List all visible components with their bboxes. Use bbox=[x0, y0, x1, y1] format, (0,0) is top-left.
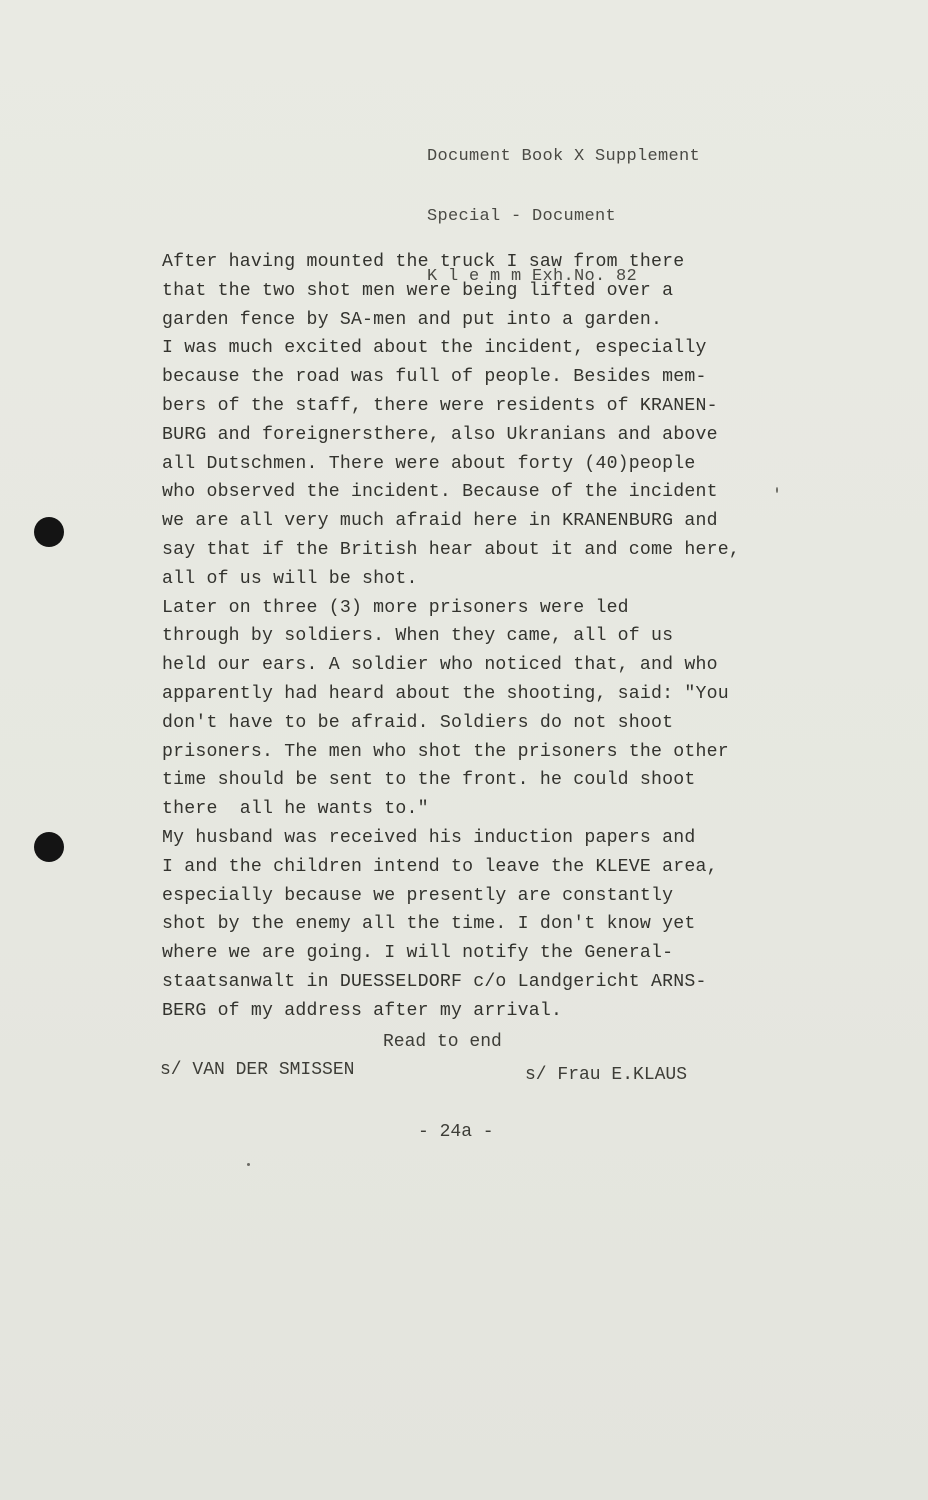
body-line: I and the children intend to leave the KLEVE area, bbox=[162, 856, 718, 877]
body-line: all Dutschmen. There were about forty (40)people bbox=[162, 453, 696, 474]
body-line: My husband was received his induction papers and bbox=[162, 827, 696, 848]
body-line: garden fence by SA-men and put into a garden. bbox=[162, 309, 663, 330]
paper-speck bbox=[247, 1163, 250, 1166]
body-line: that the two shot men were being lifted over a bbox=[162, 280, 674, 301]
body-line: all of us will be shot. bbox=[162, 568, 418, 589]
body-line: held our ears. A soldier who noticed that, and who bbox=[162, 655, 718, 676]
read-to-end-note: Read to end bbox=[383, 1032, 502, 1052]
body-line: who observed the incident. Because of the incident bbox=[162, 482, 718, 503]
header-line-exhibit-number: K l e m m Exh.No. 82 bbox=[427, 267, 638, 286]
punch-hole bbox=[34, 832, 64, 862]
header-line-document-book: Document Book X Supplement bbox=[427, 147, 701, 166]
body-line: there all he wants to." bbox=[162, 799, 429, 820]
statement-body bbox=[162, 248, 782, 1026]
signature-frau-klaus: s/ Frau E.KLAUS bbox=[525, 1065, 688, 1085]
body-line: we are all very much afraid here in KRANENBURG and bbox=[162, 511, 718, 532]
body-line: Later on three (3) more prisoners were led bbox=[162, 597, 629, 618]
body-line: where we are going. I will notify the General- bbox=[162, 943, 674, 964]
body-line: because the road was full of people. Besides mem- bbox=[162, 367, 707, 388]
body-line: especially because we presently are constantly bbox=[162, 885, 674, 906]
header-line-special-document: Special - Document bbox=[427, 207, 617, 226]
page-number: - 24a - bbox=[418, 1122, 494, 1142]
body-line: BURG and foreignersthere, also Ukranians and above bbox=[162, 424, 718, 445]
body-line: prisoners. The men who shot the prisoners the other bbox=[162, 741, 729, 762]
body-line: BERG of my address after my arrival. bbox=[162, 1000, 563, 1021]
body-line: shot by the enemy all the time. I don't know yet bbox=[162, 914, 696, 935]
body-line: time should be sent to the front. he could shoot bbox=[162, 770, 696, 791]
body-line: apparently had heard about the shooting, said: "You bbox=[162, 683, 729, 704]
body-line: say that if the British hear about it and come here, bbox=[162, 539, 740, 560]
signature-van-der-smissen: s/ VAN DER SMISSEN bbox=[160, 1060, 355, 1080]
body-line: through by soldiers. When they came, all of us bbox=[162, 626, 674, 647]
body-line: bers of the staff, there were residents of KRANEN- bbox=[162, 395, 718, 416]
body-line: don't have to be afraid. Soldiers do not shoot bbox=[162, 712, 674, 733]
body-line: I was much excited about the incident, especially bbox=[162, 338, 707, 359]
punch-hole bbox=[34, 517, 64, 547]
body-line: staatsanwalt in DUESSELDORF c/o Landgericht ARNS- bbox=[162, 971, 707, 992]
body-line: After having mounted the truck I saw from there bbox=[162, 252, 685, 272]
